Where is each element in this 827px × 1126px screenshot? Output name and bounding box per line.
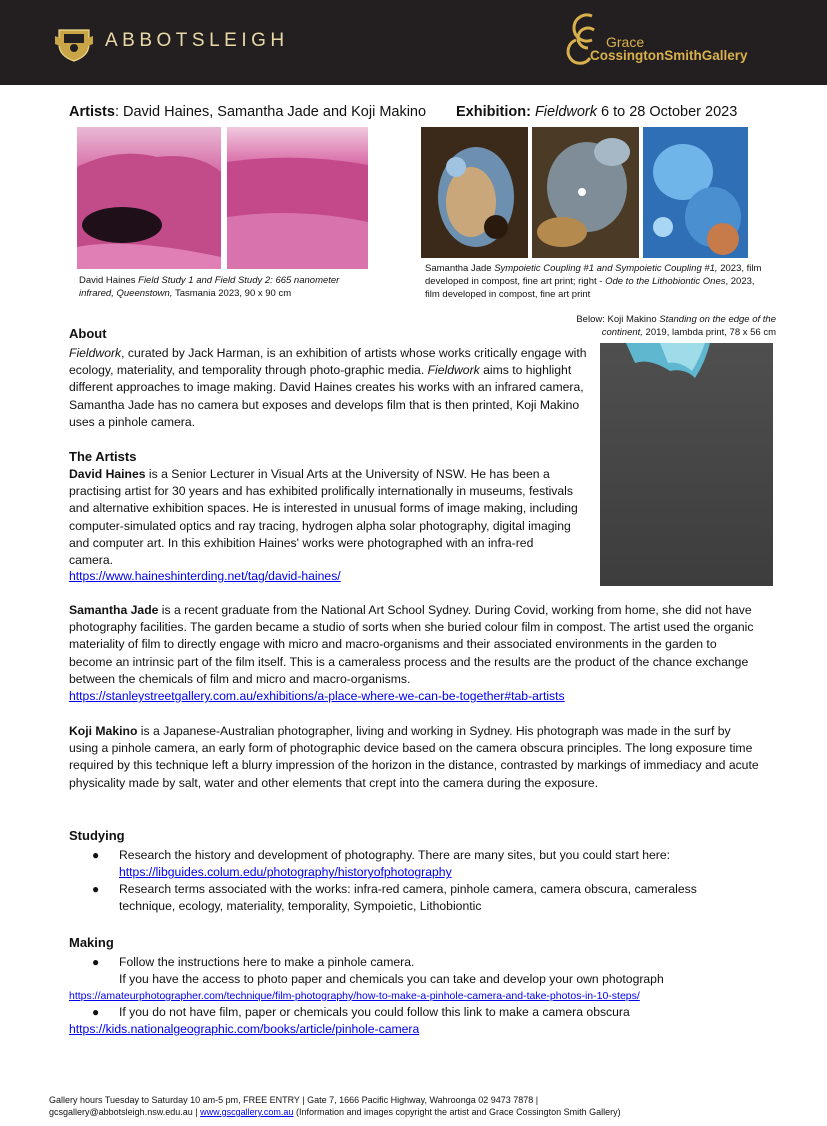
- haines-field-study-1-image: [77, 127, 221, 269]
- artists-heading: [69, 104, 426, 120]
- jade-bio: Samantha Jade is a recent graduate from the National Art School Sydney. During Covid, working from home, she did not have photography facilities. The garden became a studio of sorts when she buried colour film in compost. The artist used the organic materiality of film to directly engage with micro and macro-organisms and their associated environments in the garden to become an intrinsic part of the film itself. This is a cameraless process and the results are the product of the chance exchange between the chemicals of film and micro and macro-organisms.: [69, 603, 754, 686]
- history-of-photography-link[interactable]: https://libguides.colum.edu/photography/historyofphotography: [119, 865, 452, 879]
- school-name: ABBOTSLEIGH: [105, 30, 289, 51]
- exhibition-heading: [456, 104, 737, 120]
- camera-obscura-link[interactable]: https://kids.nationalgeographic.com/books/article/pinhole-camera: [69, 1022, 420, 1036]
- exhibition-title: Fieldwork: [534, 104, 597, 120]
- gallery-name-line2: CossingtonSmithGallery: [590, 48, 748, 63]
- footer-line-1: Gallery hours Tuesday to Saturday 10 am-5 pm, FREE ENTRY | Gate 7, 1666 Pacific Highway, Wahroonga 02 9473 7878 |: [49, 1095, 539, 1105]
- about-heading: About: [69, 326, 107, 341]
- bullet: ●: [92, 882, 100, 896]
- jade-link[interactable]: https://stanleystreetgallery.com.au/exhibitions/a-place-where-we-can-be-together#tab-artists: [69, 689, 565, 703]
- exhibition-dates: 6 to 28 October 2023: [597, 104, 738, 120]
- haines-link-wrap: [69, 568, 341, 585]
- haines-link[interactable]: https://www.haineshinterding.net/tag/david-haines/: [69, 569, 341, 583]
- pinhole-camera-instructions-link[interactable]: https://amateurphotographer.com/technique/film-photography/how-to-make-a-pinhole-camera-and-take-photos-in-10-steps/: [69, 990, 640, 1002]
- exhibition-label: Exhibition:: [456, 104, 531, 120]
- header-bar: [0, 0, 827, 85]
- studying-item-1: Research the history and development of photography. There are many sites, but you could start here:: [119, 848, 671, 862]
- footer-line-2: gcsgallery@abbotsleigh.nsw.edu.au | www.gscgallery.com.au (Information and images copyright the artist and Grace Cossington Smith Gallery): [49, 1107, 621, 1117]
- artists-label: Artists: [69, 104, 115, 120]
- makino-bio: Koji Makino is a Japanese-Australian photographer, living and working in Sydney. His photograph was made in the surf by using a pinhole camera, an early form of photographic device based on the camera obscura principles. The long exposure time required by this technique left a blurry impression of the horizon in the distance, contrasted by markings of immediacy and acute physicality made by salt, water and other elements that crept into the camera during the exposure.: [69, 724, 759, 790]
- haines-caption: David Haines Field Study 1 and Field Study 2: 665 nanometer infrared, Queenstown, Tasmania 2023, 90 x 90 cm: [79, 275, 340, 299]
- jade-sympoietic-coupling-middle-image: [532, 127, 639, 258]
- makino-caption: Below: Koji Makino Standing on the edge of the continent, 2019, lambda print, 78 x 56 cm: [576, 314, 776, 338]
- jade-sympoietic-coupling-left-image: [421, 127, 528, 258]
- making-heading: Making: [69, 935, 114, 950]
- bullet: ●: [92, 848, 100, 862]
- about-paragraph: Fieldwork, curated by Jack Harman, is an exhibition of artists whose works critically engage with ecology, materiality, and temporality through photo-graphic media. Fieldwork aims to highlight different approaches to image making. David Haines creates his works with an infrared camera, Samantha Jade has no camera but exposes and develops film that is then printed, Koji Makino uses a pinhole camera.: [69, 346, 587, 429]
- footer-website-link[interactable]: www.gscgallery.com.au: [200, 1107, 294, 1117]
- haines-field-study-2-image: [227, 127, 368, 269]
- school-crest-icon: [55, 26, 93, 62]
- making-item-1b: If you have the access to photo paper and chemicals you can take and develop your own photograph: [119, 972, 664, 986]
- artists-names: : David Haines, Samantha Jade and Koji Makino: [114, 104, 427, 120]
- jade-link-wrap: [69, 688, 565, 705]
- haines-bio: David Haines is a Senior Lecturer in Visual Arts at the University of NSW. He has been a practising artist for 30 years and has exhibited prolifically internationally in museums, festivals and alternative exhibition spaces. He is interested in unusual forms of image making, including computer-simulated optics and ray tracing, hydrogen alpha solar photography, digital imaging and computer art. In this exhibition Haines' works were photographed with an infra-red camera.: [69, 467, 578, 568]
- studying-item-2: Research terms associated with the works: infra-red camera, pinhole camera, camera obscura, cameraless technique, ecology, materiality, temporality, Sympoietic, Lithobiontic: [119, 882, 697, 913]
- making-link-2-wrap: [69, 1021, 419, 1038]
- jade-ode-to-lithobiontic-ones-image: [643, 127, 748, 258]
- artists-section-heading: The Artists: [69, 449, 137, 464]
- making-link-1-wrap: [69, 988, 640, 1005]
- footer-email: gcsgallery@abbotsleigh.nsw.edu.au: [49, 1107, 193, 1117]
- makino-standing-on-edge-image: [600, 343, 773, 586]
- jade-caption: Samantha Jade Sympoietic Coupling #1 and Sympoietic Coupling #1, 2023, film developed in compost, fine art print; right - Ode to the Lithobiontic Ones, 2023, film developed in compost, fine art print: [425, 263, 762, 300]
- studying-item-1-link-wrap: [119, 864, 452, 881]
- studying-heading: Studying: [69, 828, 125, 843]
- making-item-1: Follow the instructions here to make a pinhole camera.: [119, 955, 415, 969]
- bullet: ●: [92, 1005, 100, 1019]
- bullet: ●: [92, 955, 100, 969]
- making-item-2: If you do not have film, paper or chemicals you could follow this link to make a camera obscura: [119, 1005, 630, 1019]
- gallery-name-line1: Grace: [606, 34, 645, 50]
